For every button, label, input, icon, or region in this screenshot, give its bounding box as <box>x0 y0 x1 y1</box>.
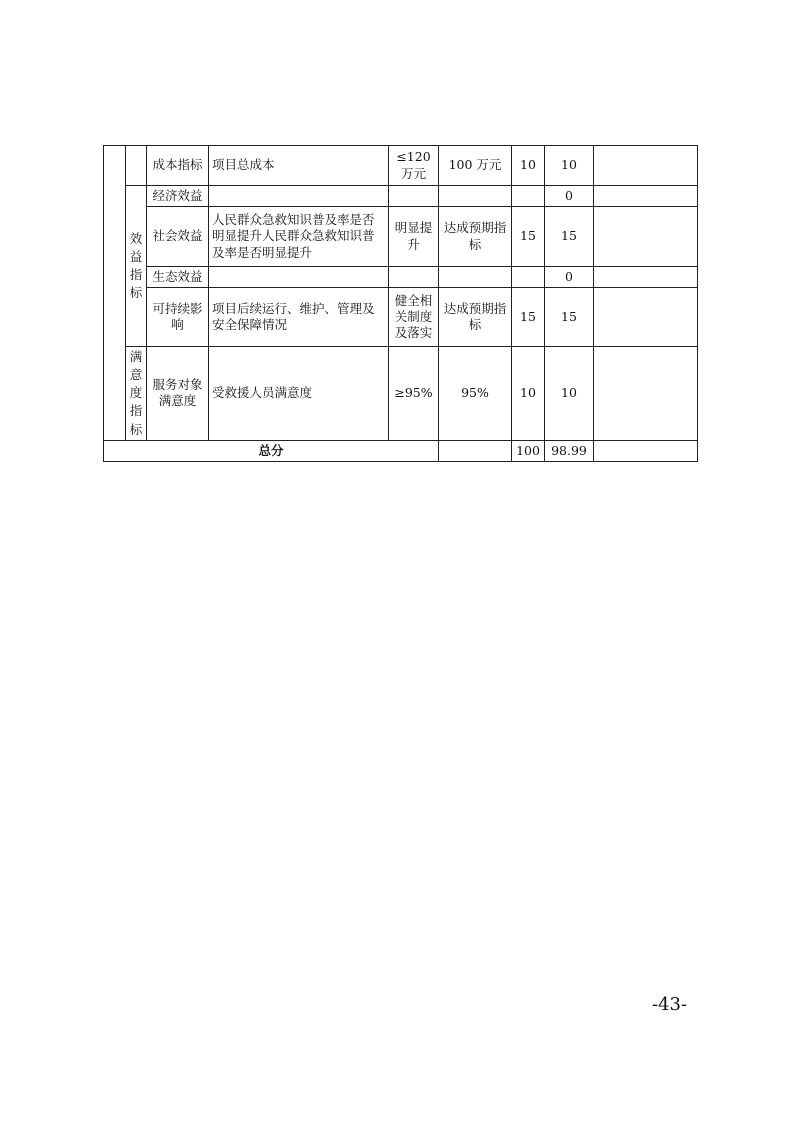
table-row <box>104 146 698 186</box>
actual-cell: 达成预期指标 <box>439 288 512 347</box>
table-row <box>104 288 698 347</box>
score-cell: 0 <box>545 186 594 207</box>
remark-cell <box>594 288 698 347</box>
level3-cell: 经济效益 <box>147 186 209 207</box>
indicator-cell <box>209 186 389 207</box>
level1-cell <box>104 146 126 441</box>
table-row <box>104 207 698 267</box>
total-remark <box>594 440 698 461</box>
score-cell: 15 <box>545 207 594 267</box>
target-cell <box>389 267 439 288</box>
indicator-cell <box>209 267 389 288</box>
level3-cell: 成本指标 <box>147 146 209 186</box>
actual-cell: 95% <box>439 347 512 441</box>
weight-cell: 15 <box>512 207 545 267</box>
remark-cell <box>594 146 698 186</box>
total-blank-cell <box>439 440 512 461</box>
level2-cell <box>126 146 147 186</box>
remark-cell <box>594 207 698 267</box>
actual-cell: 100 万元 <box>439 146 512 186</box>
indicator-cell: 项目后续运行、维护、管理及安全保障情况 <box>209 288 389 347</box>
total-score: 98.99 <box>545 440 594 461</box>
indicator-cell: 人民群众急救知识普及率是否明显提升人民群众急救知识普及率是否明显提升 <box>209 207 389 267</box>
weight-cell: 10 <box>512 146 545 186</box>
total-weight: 100 <box>512 440 545 461</box>
total-row <box>104 440 698 461</box>
target-cell: ≥95% <box>389 347 439 441</box>
table-row <box>104 267 698 288</box>
page-number: -43- <box>652 994 688 1015</box>
remark-cell <box>594 267 698 288</box>
level3-cell: 可持续影响 <box>147 288 209 347</box>
target-cell: 明显提升 <box>389 207 439 267</box>
weight-cell: 10 <box>512 347 545 441</box>
performance-table <box>103 145 698 462</box>
actual-cell: 达成预期指标 <box>439 207 512 267</box>
actual-cell <box>439 267 512 288</box>
actual-cell <box>439 186 512 207</box>
score-cell: 0 <box>545 267 594 288</box>
target-cell <box>389 186 439 207</box>
table-row <box>104 347 698 441</box>
score-cell: 10 <box>545 347 594 441</box>
remark-cell <box>594 347 698 441</box>
weight-cell <box>512 267 545 288</box>
score-cell: 10 <box>545 146 594 186</box>
target-cell: 健全相关制度及落实 <box>389 288 439 347</box>
target-cell: ≤120万元 <box>389 146 439 186</box>
level3-cell: 生态效益 <box>147 267 209 288</box>
satisfaction-group-label: 满意度指标 <box>126 347 147 441</box>
table-row <box>104 186 698 207</box>
level3-cell: 社会效益 <box>147 207 209 267</box>
total-label: 总分 <box>104 440 439 461</box>
weight-cell <box>512 186 545 207</box>
indicator-cell: 受救援人员满意度 <box>209 347 389 441</box>
indicator-cell: 项目总成本 <box>209 146 389 186</box>
score-cell: 15 <box>545 288 594 347</box>
weight-cell: 15 <box>512 288 545 347</box>
benefit-group-label: 效益指标 <box>126 186 147 347</box>
remark-cell <box>594 186 698 207</box>
level3-cell: 服务对象满意度 <box>147 347 209 441</box>
